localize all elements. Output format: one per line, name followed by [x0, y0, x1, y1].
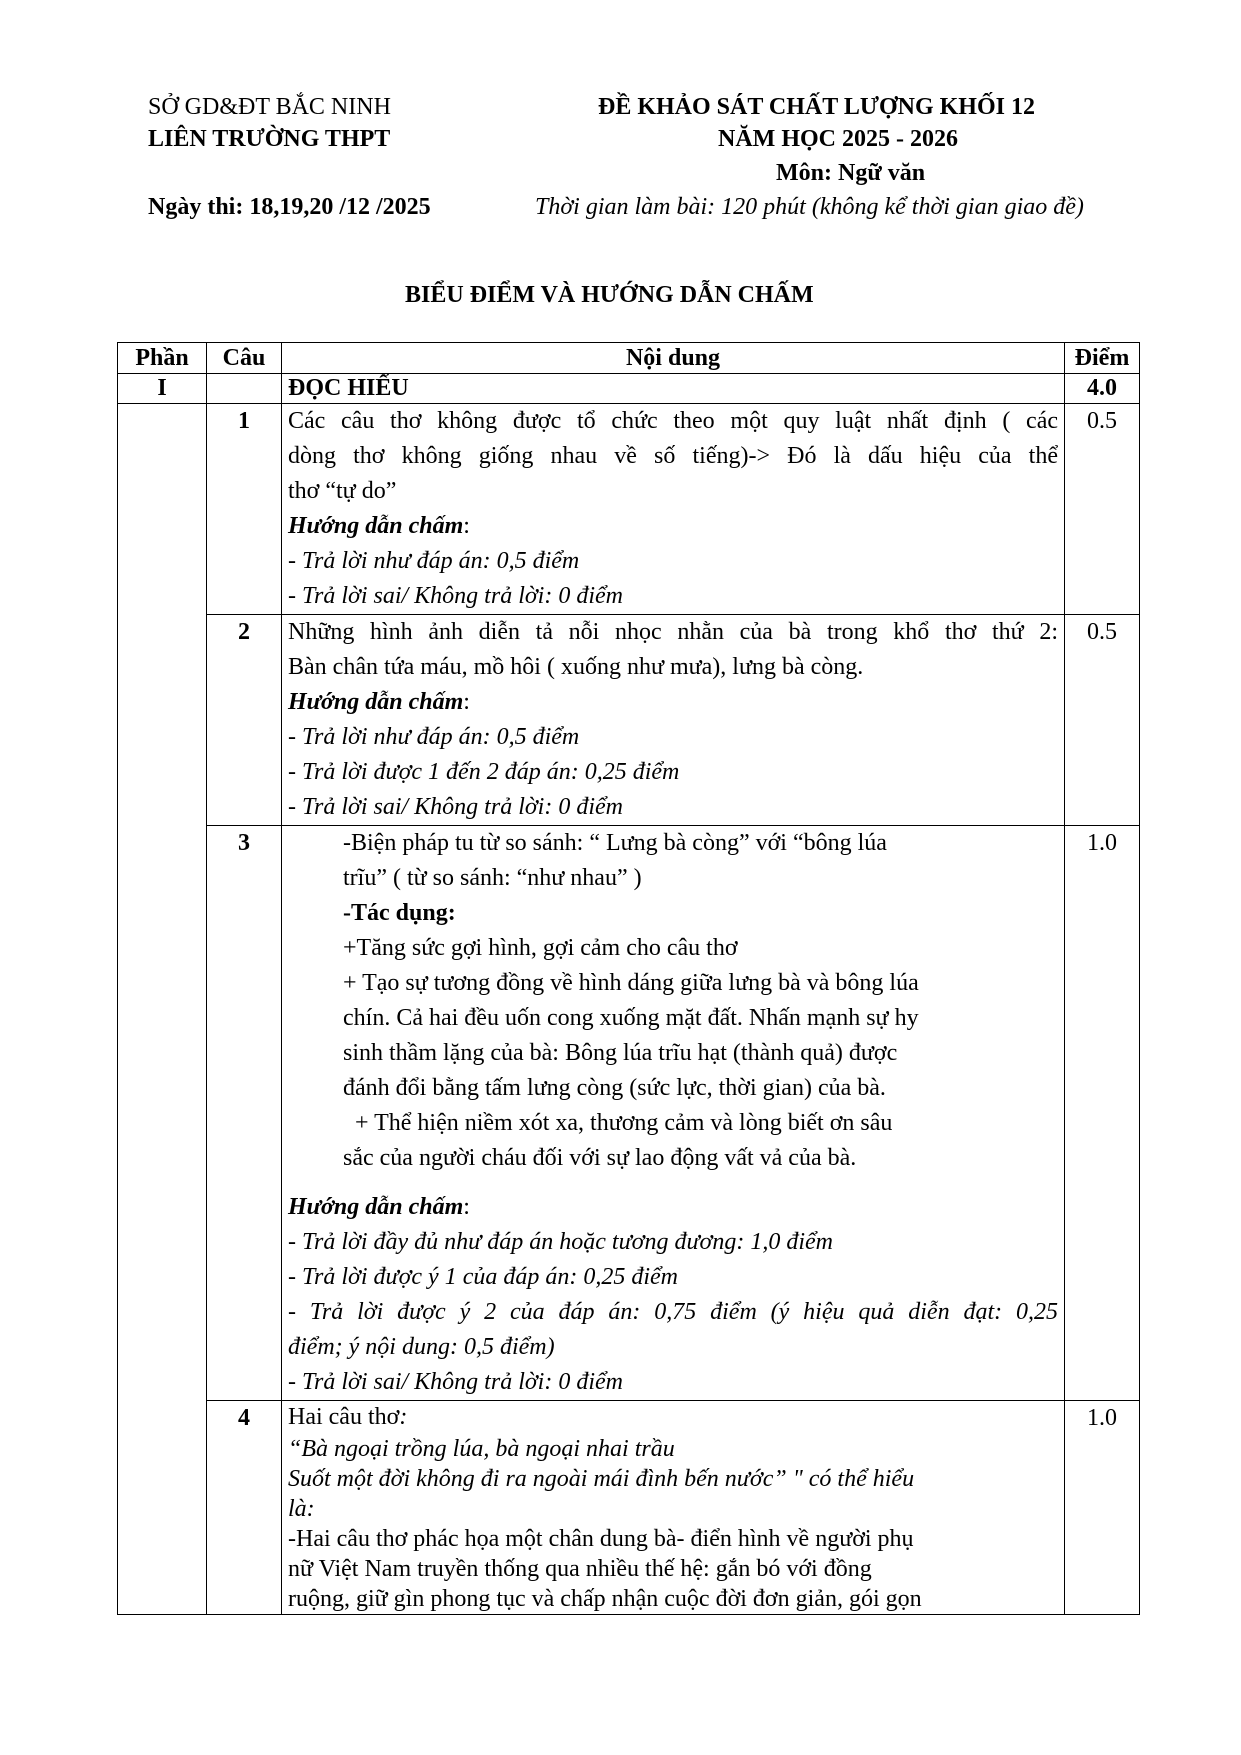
table-row: [118, 826, 1140, 1401]
question-score: 0.5: [1065, 404, 1140, 615]
grading-guide-label: Hướng dẫn chấm: [288, 1194, 464, 1220]
section-title: ĐỌC HIỂU: [282, 374, 1065, 404]
exam-date: Ngày thi: 18,19,20 /12 /2025: [148, 194, 431, 220]
exam-title: ĐỀ KHẢO SÁT CHẤT LƯỢNG KHỐI 12: [598, 94, 1035, 120]
effect-heading: -Tác dụng:: [343, 900, 456, 926]
grading-guide-label: Hướng dẫn chấm: [288, 513, 464, 539]
content-line: Bàn chân tứa máu, mồ hôi ( xuống như mưa), lưng bà còng.: [288, 654, 864, 680]
col-header-question: Câu: [207, 343, 282, 374]
grading-rule: điểm; ý nội dung: 0,5 điểm): [288, 1334, 555, 1360]
intro-colon: :: [399, 1404, 408, 1430]
table-row: [118, 615, 1140, 826]
grading-guide-colon: :: [463, 689, 470, 715]
grading-rule: - Trả lời đầy đủ như đáp án hoặc tương đương: 1,0 điểm: [288, 1229, 834, 1255]
content-line: chín. Cả hai đều uốn cong xuống mặt đất. Nhấn mạnh sự hy: [343, 1005, 919, 1031]
grading-rule: - Trả lời được ý 2 của đáp án: 0,75 điểm (ý hiệu quả diễn đạt: 0,25: [288, 1299, 1058, 1325]
content-line: sinh thầm lặng của bà: Bông lúa trĩu hạt (thành quả) được: [343, 1040, 898, 1066]
question-content: [282, 404, 1065, 615]
question-score: 1.0: [1065, 1401, 1140, 1615]
content-line: sắc của người cháu đối với sự lao động vất vả của bà.: [343, 1145, 857, 1171]
grading-guide-label: Hướng dẫn chấm: [288, 689, 464, 715]
content-line: nữ Việt Nam truyền thống qua nhiều thế hệ: gắn bó với đồng: [288, 1556, 872, 1582]
question-score: 1.0: [1065, 826, 1140, 1401]
question-content: [282, 1401, 1065, 1615]
grading-table: [117, 342, 1140, 1615]
section-row: [118, 374, 1140, 404]
question-number: 2: [207, 615, 282, 826]
grading-guide-colon: :: [463, 1194, 470, 1220]
content-line: +Tăng sức gợi hình, gợi cảm cho câu thơ: [343, 935, 738, 961]
exam-duration: Thời gian làm bài: 120 phút (không kể thời gian giao đề): [535, 194, 1084, 220]
document-title: BIỂU ĐIỂM VÀ HƯỚNG DẪN CHẤM: [405, 282, 814, 308]
poem-quote-line: là:: [288, 1496, 315, 1522]
col-header-content: Nội dung: [282, 343, 1065, 374]
grading-rule: - Trả lời sai/ Không trả lời: 0 điểm: [288, 583, 623, 609]
content-line: ruộng, giữ gìn phong tục và chấp nhận cuộc đời đơn giản, gói gọn: [288, 1586, 922, 1612]
question-number: 1: [207, 404, 282, 615]
content-line: + Thể hiện niềm xót xa, thương cảm và lòng biết ơn sâu: [343, 1110, 893, 1136]
school-year: NĂM HỌC 2025 - 2026: [718, 126, 958, 152]
content-line: dòng thơ không giống nhau về số tiếng)-> Đó là dấu hiệu của thể: [288, 443, 1058, 469]
subject: Môn: Ngữ văn: [776, 160, 926, 186]
school-name: LIÊN TRƯỜNG THPT: [148, 126, 391, 152]
table-header-row: [118, 343, 1140, 374]
section-part: I: [118, 374, 207, 404]
content-line: Những hình ảnh diễn tả nỗi nhọc nhằn của bà trong khổ thơ thứ 2:: [288, 619, 1058, 645]
grading-rule: - Trả lời được ý 1 của đáp án: 0,25 điểm: [288, 1264, 678, 1290]
content-line: đánh đổi bằng tấm lưng còng (sức lực, thời gian) của bà.: [343, 1075, 886, 1101]
col-header-score: Điểm: [1065, 343, 1140, 374]
section-empty-cell: [207, 374, 282, 404]
table-row: [118, 404, 1140, 615]
content-line: + Tạo sự tương đồng về hình dáng giữa lưng bà và bông lúa: [343, 970, 919, 996]
content-line: Hai câu thơ: [288, 1404, 400, 1430]
content-line: -Biện pháp tu từ so sánh: “ Lưng bà còng” với “bông lúa: [343, 830, 887, 856]
question-content: [282, 826, 1065, 1401]
content-line: Các câu thơ không được tổ chức theo một quy luật nhất định ( các: [288, 408, 1058, 434]
section-score: 4.0: [1065, 374, 1140, 404]
content-line: trĩu” ( từ so sánh: “như nhau” ): [343, 865, 642, 891]
poem-quote-line: “Bà ngoại trồng lúa, bà ngoại nhai trầu: [288, 1436, 675, 1462]
question-number: 4: [207, 1401, 282, 1615]
department-name: SỞ GD&ĐT BẮC NINH: [148, 94, 391, 120]
question-number: 3: [207, 826, 282, 1401]
poem-quote-line: Suốt một đời không đi ra ngoài mái đình bến nước” " có thể hiểu: [288, 1466, 915, 1492]
grading-rule: - Trả lời sai/ Không trả lời: 0 điểm: [288, 1369, 623, 1395]
content-line: thơ “tự do”: [288, 478, 397, 504]
grading-rule: - Trả lời như đáp án: 0,5 điểm: [288, 548, 580, 574]
grading-rule: - Trả lời sai/ Không trả lời: 0 điểm: [288, 794, 623, 820]
col-header-part: Phần: [118, 343, 207, 374]
grading-rule: - Trả lời được 1 đến 2 đáp án: 0,25 điểm: [288, 759, 680, 785]
question-content: [282, 615, 1065, 826]
question-score: 0.5: [1065, 615, 1140, 826]
grading-guide-colon: :: [463, 513, 470, 539]
table-row: [118, 1401, 1140, 1615]
content-line: -Hai câu thơ phác họa một chân dung bà- điển hình về người phụ: [288, 1526, 914, 1552]
part-empty-cell: [118, 404, 207, 1615]
grading-rule: - Trả lời như đáp án: 0,5 điểm: [288, 724, 580, 750]
